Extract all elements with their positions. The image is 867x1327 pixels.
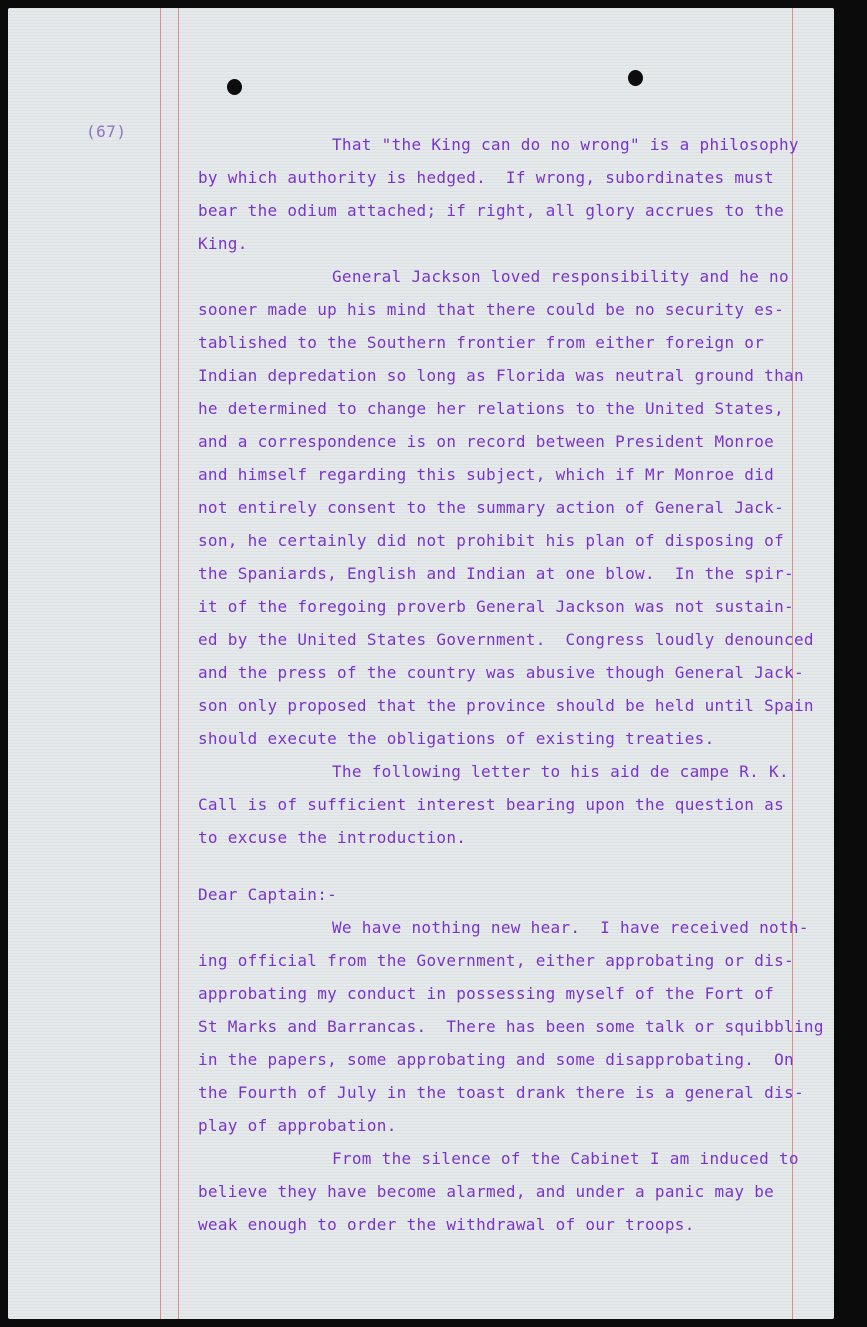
text-line: King. [198,234,248,253]
left-margin-rule-1 [160,8,161,1319]
punch-hole-left [227,79,242,95]
text-line: the Fourth of July in the toast drank there is a general dis- [198,1083,804,1102]
text-line: play of approbation. [198,1116,397,1135]
paragraph-gap [198,854,838,878]
text-line: by which authority is hedged. If wrong, subordinates must [198,168,775,187]
text-line: From the silence of the Cabinet I am induced to [332,1149,799,1168]
text-line: should execute the obligations of existing treaties. [198,729,715,748]
text-line: bear the odium attached; if right, all glory accrues to the [198,201,785,220]
text-line: tablished to the Southern frontier from either foreign or [198,333,765,352]
text-line: it of the foregoing proverb General Jackson was not sustain- [198,597,794,616]
text-line: son only proposed that the province should be held until Spain [198,696,814,715]
text-line: ing official from the Government, either approbating or dis- [198,951,794,970]
text-line: We have nothing new hear. I have received noth- [332,918,809,937]
left-margin-rule-2 [178,8,179,1319]
text-line: the Spaniards, English and Indian at one blow. In the spir- [198,564,794,583]
page-number: (67) [86,122,127,141]
text-line: and himself regarding this subject, which if Mr Monroe did [198,465,775,484]
text-line: Call is of sufficient interest bearing upon the question as [198,795,785,814]
text-line: General Jackson loved responsibility and he no [332,267,789,286]
paragraph [198,911,838,1142]
paragraph [198,128,838,260]
text-line: ed by the United States Government. Congress loudly denounced [198,630,814,649]
document-page [8,8,834,1319]
paragraph [198,1142,838,1241]
text-line: weak enough to order the withdrawal of our troops. [198,1215,695,1234]
text-line: to excuse the introduction. [198,828,467,847]
text-line: son, he certainly did not prohibit his plan of disposing of [198,531,785,550]
text-line: he determined to change her relations to the United States, [198,399,785,418]
text-line: That "the King can do no wrong" is a philosophy [332,135,799,154]
text-line: sooner made up his mind that there could be no security es- [198,300,785,319]
text-line: Indian depredation so long as Florida was neutral ground than [198,366,804,385]
text-line: believe they have become alarmed, and under a panic may be [198,1182,775,1201]
typed-body [198,128,838,1241]
paragraph [198,755,838,854]
text-line: St Marks and Barrancas. There has been some talk or squibbling [198,1017,824,1036]
text-line: The following letter to his aid de campe R. K. [332,762,789,781]
text-line: approbating my conduct in possessing myself of the Fort of [198,984,775,1003]
text-line: and the press of the country was abusive though General Jack- [198,663,804,682]
text-line: in the papers, some approbating and some disapprobating. On [198,1050,794,1069]
text-line: and a correspondence is on record between President Monroe [198,432,775,451]
punch-hole-right [628,70,643,86]
text-line: not entirely consent to the summary action of General Jack- [198,498,785,517]
letter-salutation: Dear Captain:- [198,885,338,904]
paragraph [198,260,838,755]
